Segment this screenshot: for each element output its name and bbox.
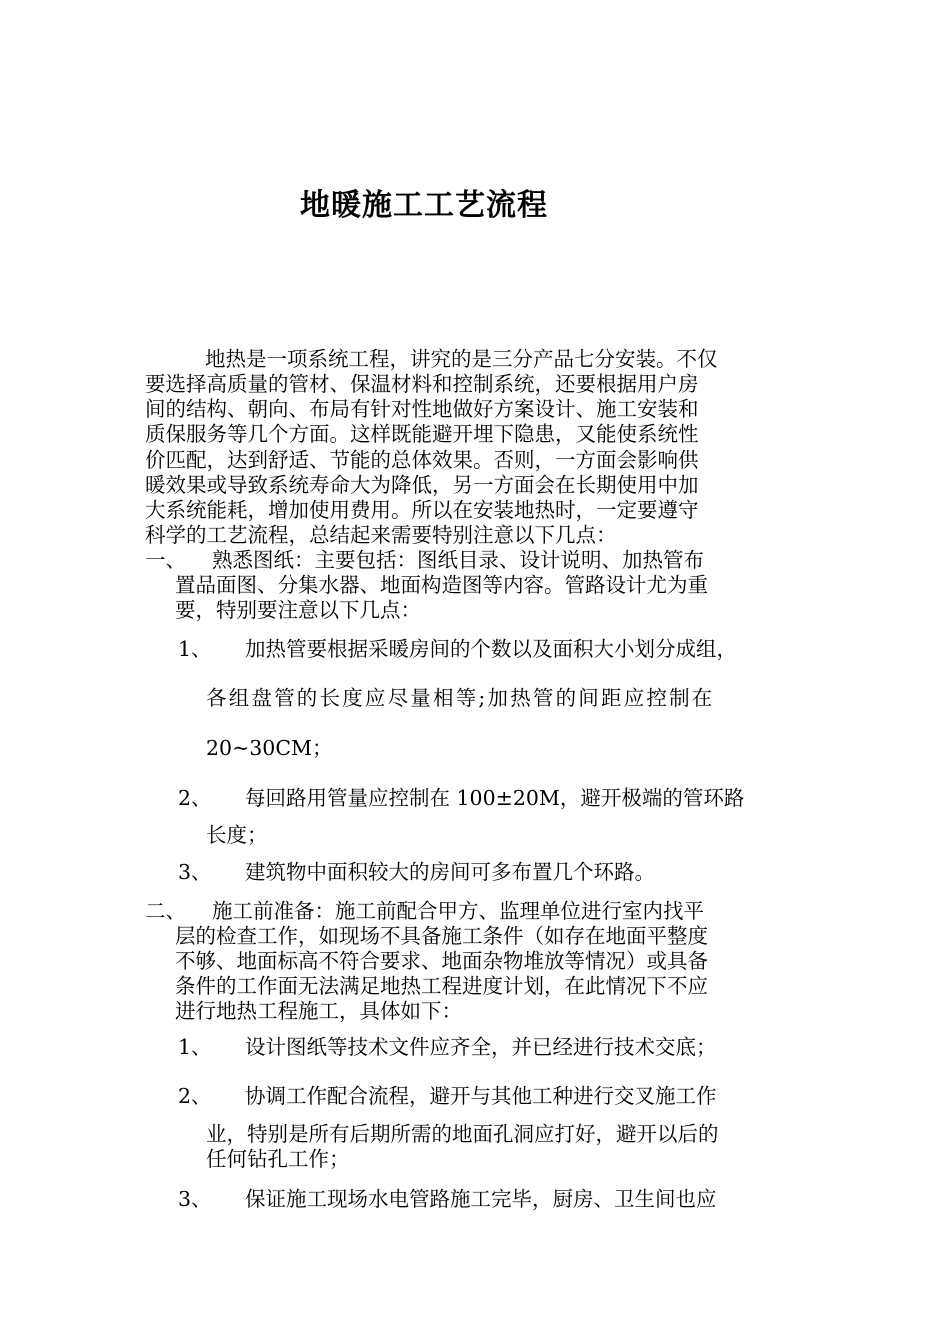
intro-line: 质保服务等几个方面。这样既能避开埋下隐患，又能使系统性 bbox=[145, 422, 699, 446]
list-item-text: 建筑物中面积较大的房间可多布置几个环路。 bbox=[245, 860, 655, 884]
list-item-text: 加热管要根据采暖房间的个数以及面积大小划分成组， bbox=[245, 637, 737, 661]
list-item-text: 任何钻孔工作； bbox=[206, 1147, 350, 1171]
list-item-number: 1、 bbox=[178, 637, 212, 661]
intro-line: 暖效果或导致系统寿命大为降低，另一方面会在长期使用中加 bbox=[145, 473, 699, 497]
section-text-line: 置品面图、分集水器、地面构造图等内容。管路设计尤为重 bbox=[175, 573, 708, 597]
intro-line: 科学的工艺流程，总结起来需要特别注意以下几点： bbox=[145, 523, 617, 547]
list-item-number: 1、 bbox=[178, 1035, 212, 1059]
list-item-number: 2、 bbox=[178, 1084, 212, 1108]
intro-line: 间的结构、朝向、布局有针对性地做好方案设计、施工安装和 bbox=[145, 397, 699, 421]
list-item-text: 业，特别是所有后期所需的地面孔洞应打好，避开以后的 bbox=[206, 1122, 719, 1146]
list-item-number: 2、 bbox=[178, 786, 212, 810]
section-text-line: 要，特别要注意以下几点： bbox=[175, 598, 421, 622]
section-heading: 施工前准备：施工前配合甲方、监理单位进行室内找平 bbox=[212, 899, 704, 923]
intro-line: 价匹配，达到舒适、节能的总体效果。否则，一方面会影响供 bbox=[145, 448, 699, 472]
list-item-text: 设计图纸等技术文件应齐全，并已经进行技术交底； bbox=[245, 1035, 717, 1059]
list-item-text: 各组盘管的长度应尽量相等;加热管的间距应控制在 bbox=[206, 686, 715, 710]
list-item-number: 3、 bbox=[178, 860, 212, 884]
section-text-line: 进行地热工程施工，具体如下： bbox=[175, 999, 462, 1023]
intro-line: 地热是一项系统工程，讲究的是三分产品七分安装。不仅 bbox=[205, 347, 718, 371]
section-text-line: 不够、地面标高不符合要求、地面杂物堆放等情况）或具备 bbox=[175, 949, 708, 973]
document-title: 地暖施工工艺流程 bbox=[300, 188, 548, 223]
section-text-line: 层的检查工作，如现场不具备施工条件（如存在地面平整度 bbox=[175, 924, 708, 948]
list-item-text: 20~30CM； bbox=[206, 736, 333, 760]
list-item-text: 每回路用管量应控制在 100±20M，避开极端的管环路 bbox=[245, 786, 745, 810]
list-item-text: 长度； bbox=[206, 823, 268, 847]
section-number: 一、 bbox=[145, 548, 186, 572]
intro-line: 大系统能耗，增加使用费用。所以在安装地热时，一定要遵守 bbox=[145, 498, 699, 522]
intro-line: 要选择高质量的管材、保温材料和控制系统，还要根据用户房 bbox=[145, 372, 699, 396]
section-heading: 熟悉图纸：主要包括：图纸目录、设计说明、加热管布 bbox=[212, 548, 704, 572]
section-number: 二、 bbox=[145, 899, 186, 923]
list-item-text: 协调工作配合流程，避开与其他工种进行交叉施工作 bbox=[245, 1084, 717, 1108]
list-item-text: 保证施工现场水电管路施工完毕，厨房、卫生间也应 bbox=[245, 1187, 717, 1211]
list-item-number: 3、 bbox=[178, 1187, 212, 1211]
section-text-line: 条件的工作面无法满足地热工程进度计划，在此情况下不应 bbox=[175, 974, 708, 998]
